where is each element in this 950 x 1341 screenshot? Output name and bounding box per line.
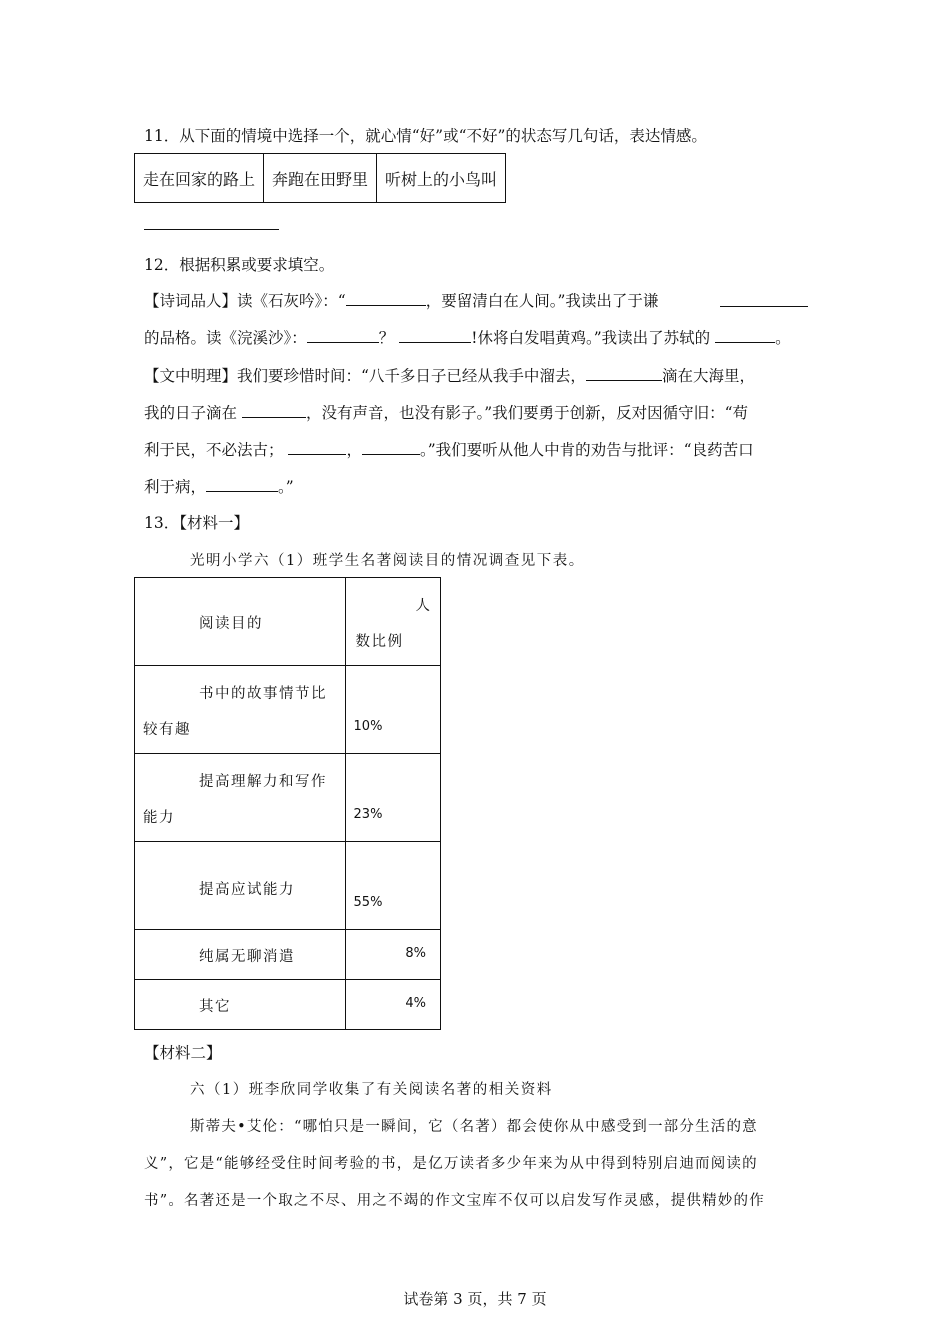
table-header-cell xyxy=(345,578,440,666)
material2-intro: 六（1）班李欣同学收集了有关阅读名著的相关资料 xyxy=(190,1082,553,1098)
ratio-value: 55% xyxy=(353,895,383,910)
q11-option: 听树上的小鸟叫 xyxy=(377,154,506,203)
q11-answer-line[interactable] xyxy=(144,229,279,230)
purpose-line1: 纯属无聊消遣 xyxy=(199,949,295,965)
material2-paragraph-line: 斯蒂夫•艾伦：“哪怕只是一瞬间，它（名著）都会使你从中感受到一部分生活的意 xyxy=(190,1119,758,1135)
fill-blank[interactable] xyxy=(586,364,662,381)
ratio-value: 8% xyxy=(405,946,426,961)
material2-label: 【材料二】 xyxy=(144,1044,222,1062)
q12-text: 。”我们要听从他人中肯的劝告与批评：“良药苦口 xyxy=(419,441,754,459)
fill-blank[interactable] xyxy=(242,401,306,418)
q12-line-3 xyxy=(144,364,755,386)
header-ratio-part1: 人 xyxy=(415,598,432,614)
q13-intro: 光明小学六（1）班学生名著阅读目的情况调查见下表。 xyxy=(190,553,585,569)
q12-text: 的品格。读《浣溪沙》： xyxy=(144,329,307,347)
ratio-value: 23% xyxy=(353,807,383,822)
fill-blank[interactable] xyxy=(399,326,471,343)
table-cell-purpose xyxy=(135,842,346,930)
fill-blank[interactable] xyxy=(206,475,278,492)
purpose-line2: 较有趣 xyxy=(143,722,191,738)
q12-text: ？ xyxy=(378,329,395,347)
page-footer: 试卷第 3 页，共 7 页 xyxy=(403,1290,547,1308)
q12-text: ，要留清白在人间。”我读出了于谦 xyxy=(425,292,659,310)
table-cell-purpose xyxy=(135,980,346,1030)
purpose-line1: 提高应试能力 xyxy=(199,882,295,898)
q12-line-1 xyxy=(144,289,658,311)
fill-blank[interactable] xyxy=(288,438,346,455)
fill-blank[interactable] xyxy=(307,326,379,343)
fill-blank[interactable] xyxy=(720,306,808,307)
table-cell-ratio xyxy=(345,980,440,1030)
q12-text: 【文中明理】我们要珍惜时间：“八千多日子已经从我手中溜去， xyxy=(144,367,586,385)
table-cell-ratio xyxy=(345,754,440,842)
table-cell-ratio xyxy=(345,842,440,930)
q12-text: ， xyxy=(346,441,362,459)
q11-prompt: 11．从下面的情境中选择一个，就心情“好”或“不好”的状态写几句话，表达情感。 xyxy=(144,127,707,145)
purpose-line2: 能力 xyxy=(143,810,175,826)
q12-text: 滴在大海里， xyxy=(661,367,755,385)
q12-text: 利于病， xyxy=(144,478,207,496)
material2-paragraph-line: 义”，它是“能够经受住时间考验的书，是亿万读者多少年来为从中得到特别启迪而阅读的 xyxy=(144,1156,758,1172)
q12-line-6 xyxy=(144,475,294,497)
q12-text: 利于民，不必法古； xyxy=(144,441,284,459)
purpose-line1: 提高理解力和写作 xyxy=(199,774,327,790)
q12-text: ，没有声音，也没有影子。”我们要勇于创新，反对因循守旧：“苟 xyxy=(305,404,749,422)
q11-option: 走在回家的路上 xyxy=(135,154,264,203)
q12-line-4 xyxy=(144,401,748,423)
table-cell-purpose xyxy=(135,666,346,754)
q12-text: 我的日子滴在 xyxy=(144,404,238,422)
q12-prompt: 12．根据积累或要求填空。 xyxy=(144,256,335,274)
q12-text: 【诗词品人】读《石灰吟》：“ xyxy=(144,292,346,310)
q12-text: 。” xyxy=(278,478,294,496)
table-cell-purpose xyxy=(135,754,346,842)
header-ratio-part2: 数比例 xyxy=(355,634,404,650)
header-purpose: 阅读目的 xyxy=(199,616,263,632)
purpose-line1: 书中的故事情节比 xyxy=(199,686,327,702)
purpose-line1: 其它 xyxy=(199,999,231,1015)
q11-option: 奔跑在田野里 xyxy=(264,154,377,203)
q12-line-2 xyxy=(144,326,791,348)
table-cell-ratio xyxy=(345,930,440,980)
ratio-value: 10% xyxy=(353,719,383,734)
table-header-cell xyxy=(135,578,346,666)
table-cell-purpose xyxy=(135,930,346,980)
fill-blank[interactable] xyxy=(715,326,775,343)
q12-text: 。 xyxy=(775,329,791,347)
ratio-value: 4% xyxy=(405,996,426,1011)
q12-text: !休将白发唱黄鸡。”我读出了苏轼的 xyxy=(471,329,711,347)
q13-label: 13．【材料一】 xyxy=(144,514,249,532)
fill-blank[interactable] xyxy=(346,289,426,306)
fill-blank[interactable] xyxy=(362,438,420,455)
survey-table xyxy=(134,577,441,1030)
q12-line-5 xyxy=(144,438,754,460)
q11-options-table xyxy=(134,153,506,203)
material2-paragraph-line: 书”。名著还是一个取之不尽、用之不竭的作文宝库不仅可以启发写作灵感，提供精妙的作 xyxy=(144,1193,765,1209)
table-cell-ratio xyxy=(345,666,440,754)
